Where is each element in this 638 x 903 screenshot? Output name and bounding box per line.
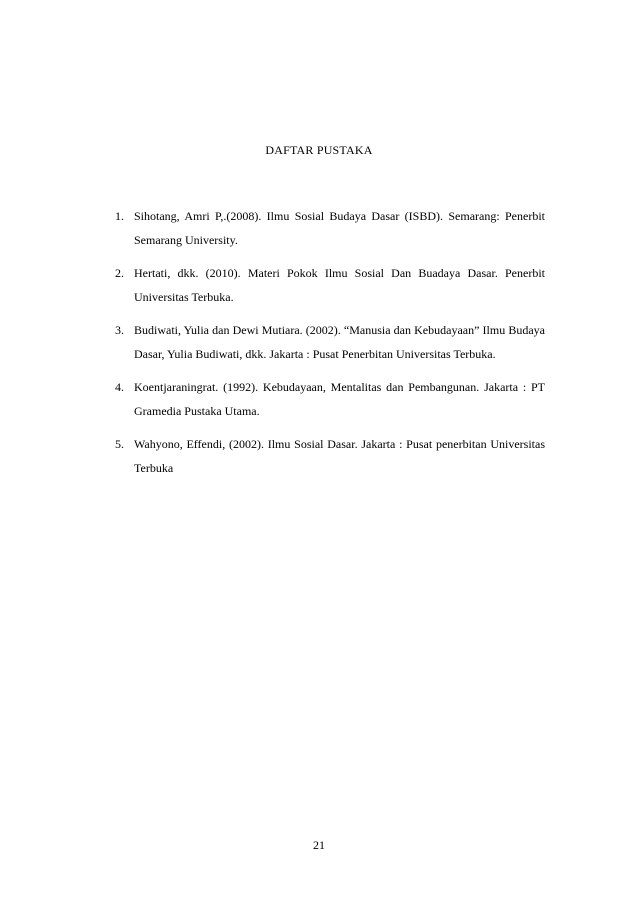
reference-number: 5. bbox=[115, 437, 124, 451]
reference-text: Budiwati, Yulia dan Dewi Mutiara. (2002). “Manusia dan Kebudayaan” Ilmu Budaya Dasar, Yulia Budiwati, dkk. Jakarta : Pusat Penerbitan Universitas Terbuka. bbox=[134, 323, 545, 361]
reference-item bbox=[115, 261, 545, 309]
reference-text: Koentjaraningrat. (1992). Kebudayaan, Mentalitas dan Pembangunan. Jakarta : PT Gramedia Pustaka Utama. bbox=[134, 380, 545, 418]
reference-text: Sihotang, Amri P,.(2008). Ilmu Sosial Budaya Dasar (ISBD). Semarang: Penerbit Semarang University. bbox=[134, 209, 545, 247]
reference-text: Hertati, dkk. (2010). Materi Pokok Ilmu Sosial Dan Buadaya Dasar. Penerbit Universitas Terbuka. bbox=[134, 266, 545, 304]
reference-item bbox=[115, 432, 545, 480]
reference-list bbox=[115, 204, 545, 489]
reference-number: 3. bbox=[115, 323, 124, 337]
reference-text: Wahyono, Effendi, (2002). Ilmu Sosial Dasar. Jakarta : Pusat penerbitan Universitas Terbuka bbox=[134, 437, 545, 475]
reference-item bbox=[115, 318, 545, 366]
reference-number: 4. bbox=[115, 380, 124, 394]
reference-number: 1. bbox=[115, 209, 124, 223]
reference-number: 2. bbox=[115, 266, 124, 280]
reference-item bbox=[115, 204, 545, 252]
page-number: 21 bbox=[313, 838, 325, 852]
reference-item bbox=[115, 375, 545, 423]
page-title: DAFTAR PUSTAKA bbox=[265, 143, 373, 157]
